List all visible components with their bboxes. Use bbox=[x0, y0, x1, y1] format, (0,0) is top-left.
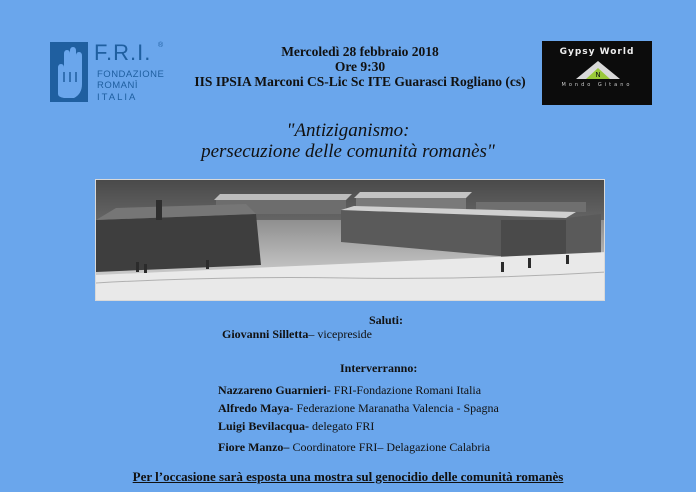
speaker-name: Fiore Manzo– bbox=[218, 440, 290, 454]
event-time: Ore 9:30 bbox=[334, 59, 386, 74]
gypsy-world-logo bbox=[542, 41, 652, 105]
exhibition-note: Per l’occasione sarà esposta una mostra sul genocidio delle comunità romanès bbox=[132, 469, 564, 484]
speaker-role: – vicepreside bbox=[308, 327, 372, 341]
speaker-row bbox=[218, 440, 490, 455]
fri-subtitle-3: ITALIA bbox=[97, 92, 138, 103]
speaker-name: Nazzareno Guarnieri- bbox=[218, 383, 331, 397]
event-date: Mercoledì 28 febbraio 2018 bbox=[281, 44, 439, 59]
speaker-row bbox=[218, 401, 499, 416]
fri-subtitle-2: ROMANÌ bbox=[97, 80, 138, 91]
speaker-role: delegato FRI bbox=[309, 419, 375, 433]
saluti-heading: Saluti: bbox=[369, 313, 404, 327]
speaker-row bbox=[218, 419, 374, 434]
speaker-name: Alfredo Maya- bbox=[218, 401, 294, 415]
gypsy-world-subtitle: Mondo Gitano bbox=[561, 82, 633, 88]
camp-barracks-photo bbox=[95, 179, 605, 301]
speaker-role: FRI-Fondazione Romani Italia bbox=[330, 383, 482, 397]
fri-subtitle-1: FONDAZIONE bbox=[97, 69, 165, 80]
speaker-role: Federazione Maranatha Valencia - Spagna bbox=[293, 401, 499, 415]
saluti-speaker bbox=[222, 327, 372, 342]
speaker-name: Giovanni Silletta bbox=[222, 327, 309, 341]
interventi-heading: Interverranno: bbox=[340, 361, 418, 375]
speaker-name: Luigi Bevilacqua- bbox=[218, 419, 310, 433]
fri-name: F.R.I. bbox=[94, 40, 152, 65]
photo-drawing bbox=[96, 180, 605, 301]
triangle-emblem-icon bbox=[570, 58, 626, 80]
event-title-line-2: persecuzione delle comunità romanès" bbox=[201, 141, 495, 162]
speaker-row bbox=[218, 383, 481, 398]
event-venue: IIS IPSIA Marconi CS-Lic Sc ITE Guarasci Rogliano (cs) bbox=[194, 74, 526, 89]
gypsy-world-title: Gypsy World bbox=[559, 47, 635, 57]
event-title-line-1: "Antiziganismo: bbox=[286, 120, 410, 141]
open-hand-icon bbox=[50, 42, 88, 102]
speaker-role: Coordinatore FRI– Delagazione Calabria bbox=[289, 440, 491, 454]
svg-text:N: N bbox=[595, 71, 601, 79]
registered-mark: ® bbox=[158, 42, 164, 49]
